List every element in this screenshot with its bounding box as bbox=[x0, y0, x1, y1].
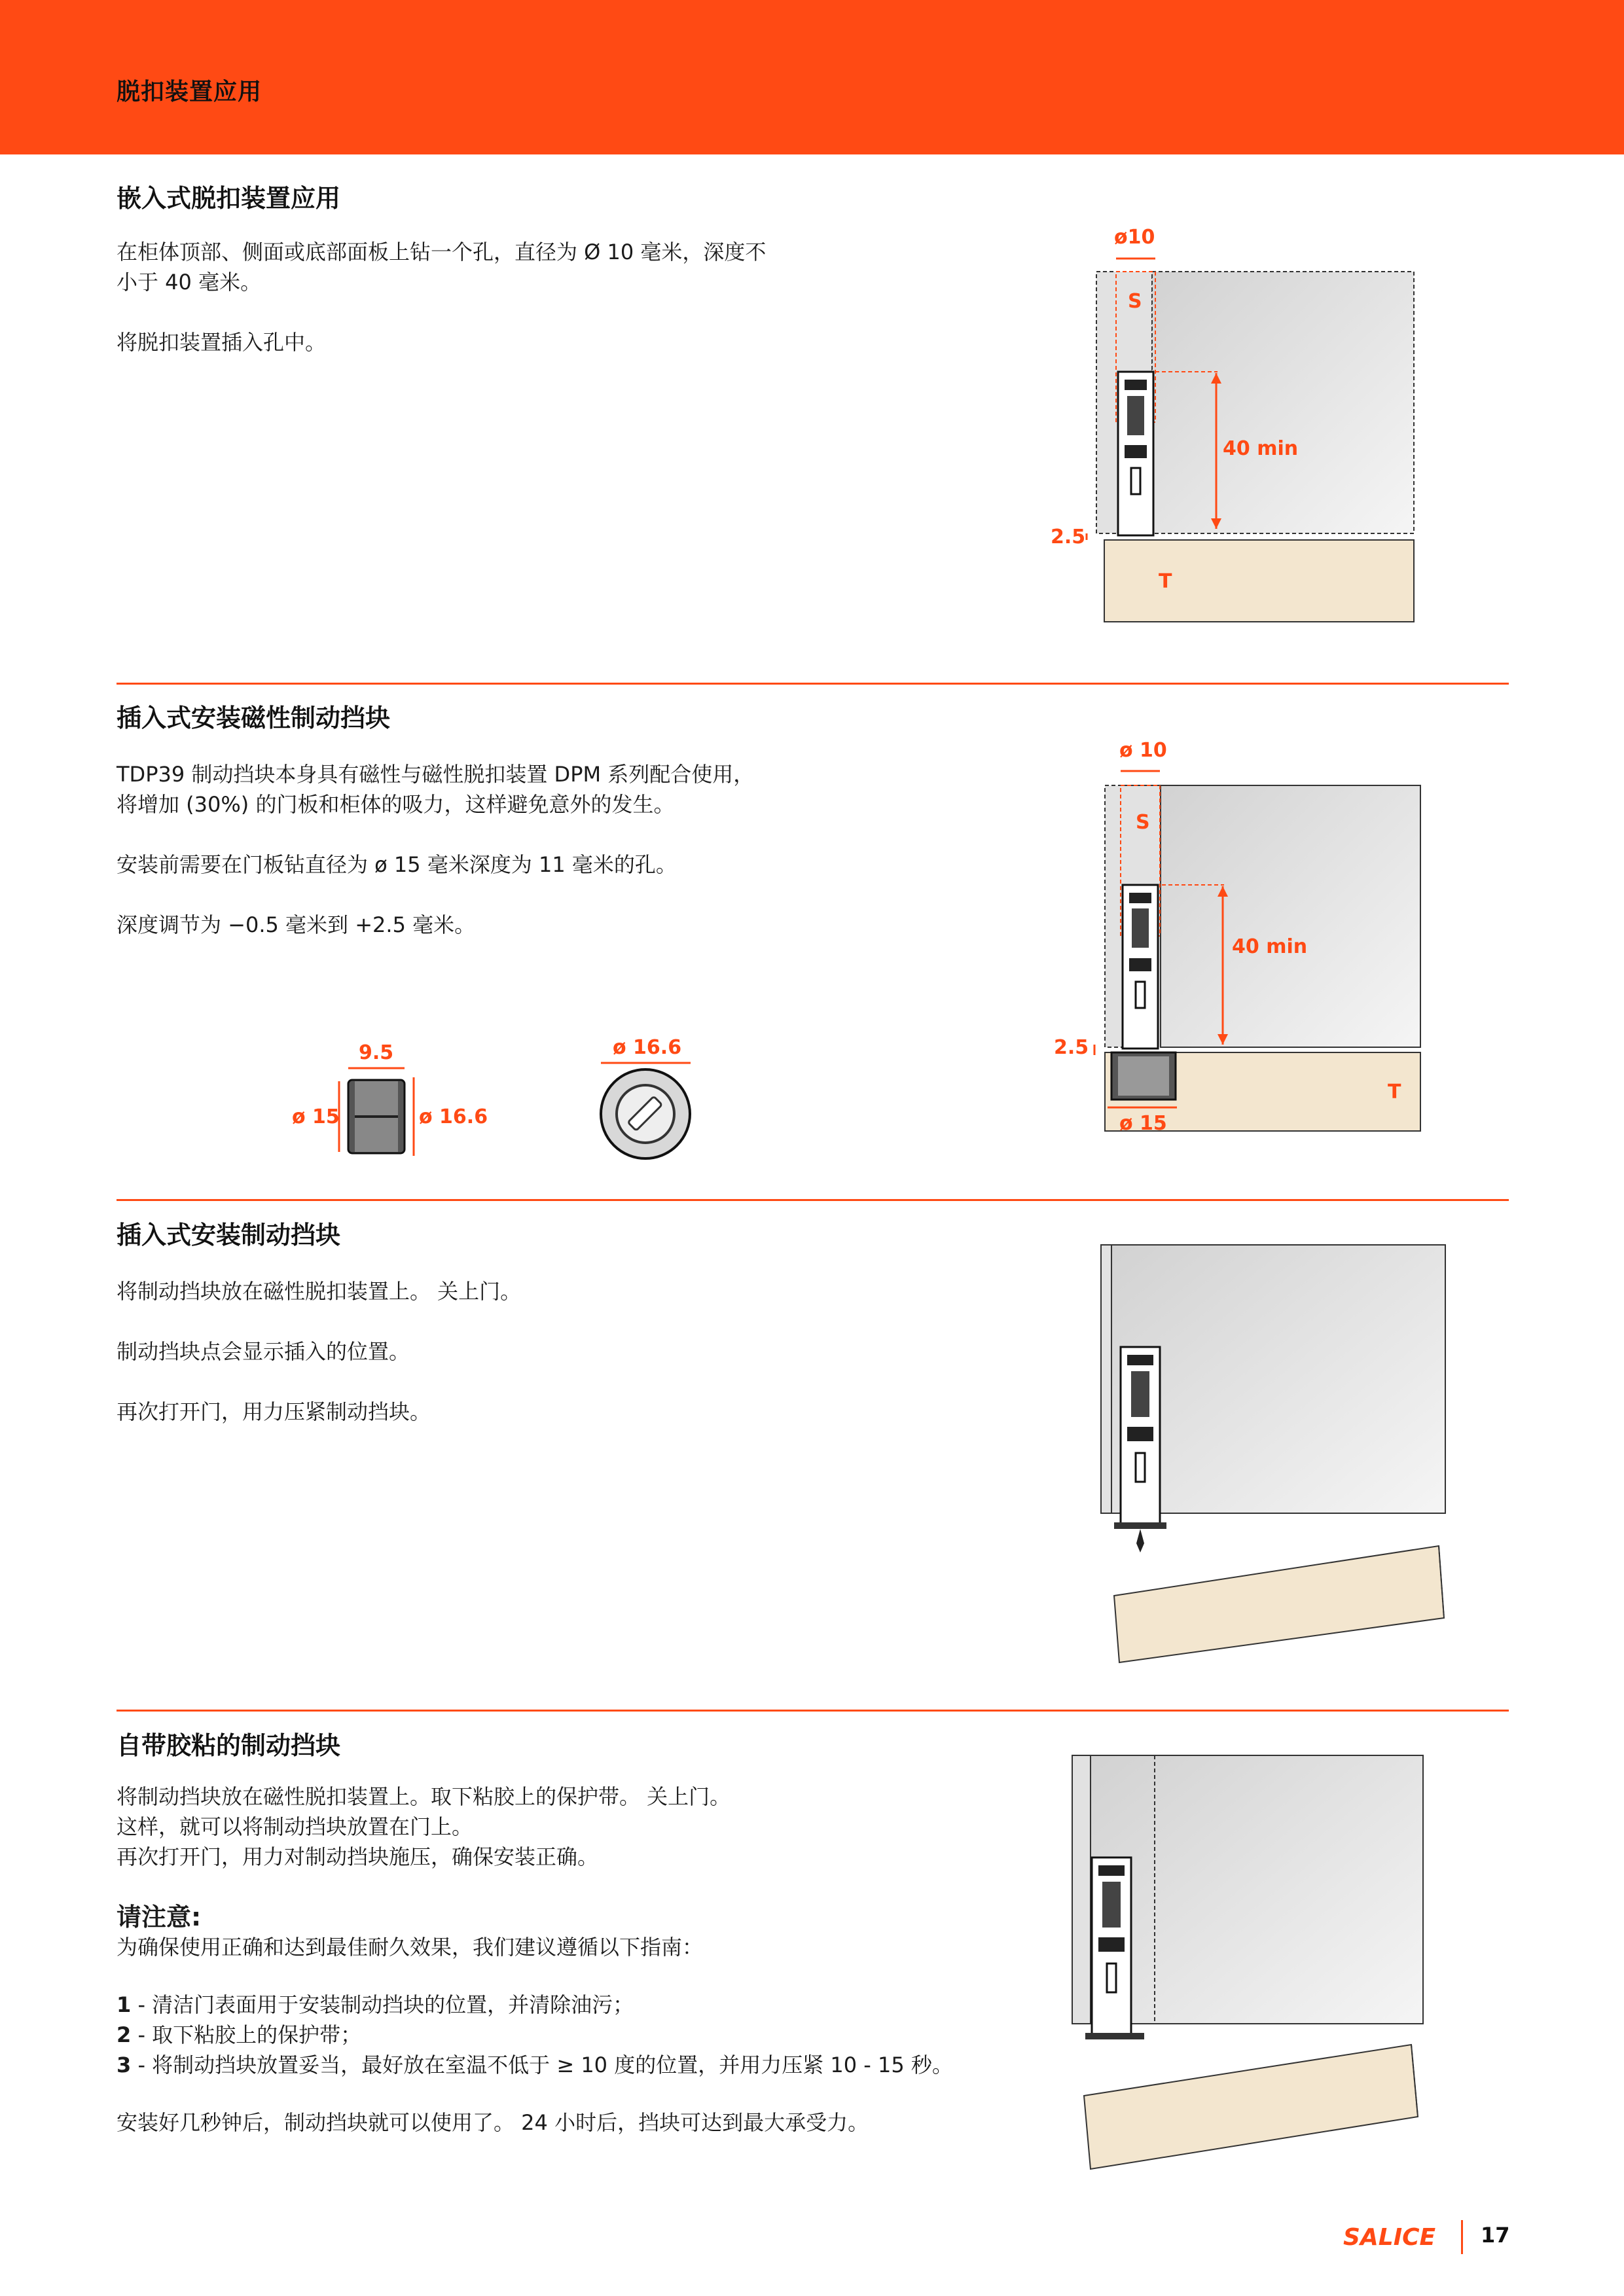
section-title-adhesive-stop: 自带胶粘的制动挡块 bbox=[117, 1731, 341, 1760]
section2-line1: TDP39 制动挡块本身具有磁性与磁性脱扣装置 DPM 系列配合使用， bbox=[117, 762, 755, 787]
section2-line2: 将增加 (30%) 的门板和柜体的吸力，这样避免意外的发生。 bbox=[117, 792, 675, 817]
note-intro: 为确保使用正确和达到最佳耐久效果，我们建议遵循以下指南： bbox=[117, 1935, 704, 1960]
section2-line4: 深度调节为 −0.5 毫米到 +2.5 毫米。 bbox=[117, 912, 476, 937]
section1-line2: 小于 40 毫米。 bbox=[117, 270, 262, 295]
step-number: 1 bbox=[117, 1992, 132, 2017]
section-title-magnetic-stop: 插入式安装磁性制动挡块 bbox=[117, 704, 391, 732]
header-bar bbox=[0, 0, 1624, 154]
figure-adhesive-stop bbox=[1071, 1748, 1424, 2179]
section-title-recessed: 嵌入式脱扣装置应用 bbox=[117, 184, 341, 213]
label-hole: ø 15 bbox=[1119, 1112, 1167, 1135]
section1-line1: 在柜体顶部、侧面或底部面板上钻一个孔，直径为 Ø 10 毫米，深度不 bbox=[117, 240, 767, 264]
page-title: 脱扣装置应用 bbox=[117, 79, 262, 105]
label-gap-2: 2.5 bbox=[1054, 1036, 1089, 1059]
figure-recessed-install bbox=[1034, 216, 1440, 635]
label-part-outer: ø 16.6 bbox=[419, 1105, 488, 1128]
footer-divider bbox=[1461, 2220, 1463, 2254]
label-s: S bbox=[1128, 290, 1142, 313]
section3-line3: 再次打开门，用力压紧制动挡块。 bbox=[117, 1399, 431, 1424]
step-text: - 将制动挡块放置妥当，最好放在室温不低于 ≥ 10 度的位置，并用力压紧 10 - 15 秒。 bbox=[131, 2053, 953, 2077]
brand-logo: SALICE bbox=[1343, 2224, 1436, 2251]
note-step-3 bbox=[117, 2050, 953, 2080]
step-number: 3 bbox=[117, 2053, 132, 2077]
note-step-2 bbox=[117, 2020, 361, 2050]
section-title-insert-stop: 插入式安装制动挡块 bbox=[117, 1221, 341, 1249]
section1-line3: 将脱扣装置插入孔中。 bbox=[117, 330, 327, 355]
page-number: 17 bbox=[1481, 2223, 1510, 2248]
step-text: - 清洁门表面用于安装制动挡块的位置，并清除油污； bbox=[131, 1992, 634, 2017]
divider-3 bbox=[117, 1710, 1509, 1712]
divider-2 bbox=[117, 1199, 1509, 1201]
section3-line1: 将制动挡块放在磁性脱扣装置上。 关上门。 bbox=[117, 1279, 522, 1304]
label-part-width: 9.5 bbox=[359, 1041, 394, 1064]
label-diameter: ø10 bbox=[1114, 226, 1155, 249]
label-s-2: S bbox=[1136, 811, 1150, 834]
note-title: 请注意: bbox=[117, 1903, 202, 1931]
figure-magnetic-stop-install bbox=[1034, 733, 1440, 1139]
label-t-2: T bbox=[1388, 1081, 1401, 1103]
step-number: 2 bbox=[117, 2022, 132, 2047]
note-step-1 bbox=[117, 1990, 634, 2020]
label-depth: 40 min bbox=[1223, 437, 1299, 460]
figure-stop-part-top bbox=[589, 1034, 733, 1172]
label-t: T bbox=[1159, 570, 1172, 593]
label-part-top: ø 16.6 bbox=[613, 1036, 682, 1059]
figure-insert-stop bbox=[1100, 1237, 1453, 1682]
section4-line1: 将制动挡块放在磁性脱扣装置上。取下粘胶上的保护带。 关上门。 bbox=[117, 1784, 731, 1809]
divider-1 bbox=[117, 683, 1509, 685]
label-gap: 2.5 bbox=[1051, 526, 1086, 548]
label-depth-2: 40 min bbox=[1232, 935, 1308, 958]
section2-line3: 安装前需要在门板钻直径为 ø 15 毫米深度为 11 毫米的孔。 bbox=[117, 852, 677, 877]
figure-stop-part-side bbox=[288, 1041, 497, 1172]
label-part-inner: ø 15 bbox=[292, 1105, 340, 1128]
section4-line2: 这样，就可以将制动挡块放置在门上。 bbox=[117, 1814, 473, 1839]
label-diameter-2: ø 10 bbox=[1119, 739, 1167, 762]
section3-line2: 制动挡块点会显示插入的位置。 bbox=[117, 1339, 410, 1364]
step-text: - 取下粘胶上的保护带； bbox=[131, 2022, 362, 2047]
note-closing: 安装好几秒钟后，制动挡块就可以使用了。 24 小时后，挡块可达到最大承受力。 bbox=[117, 2110, 869, 2135]
section4-line3: 再次打开门，用力对制动挡块施压，确保安装正确。 bbox=[117, 1844, 599, 1869]
